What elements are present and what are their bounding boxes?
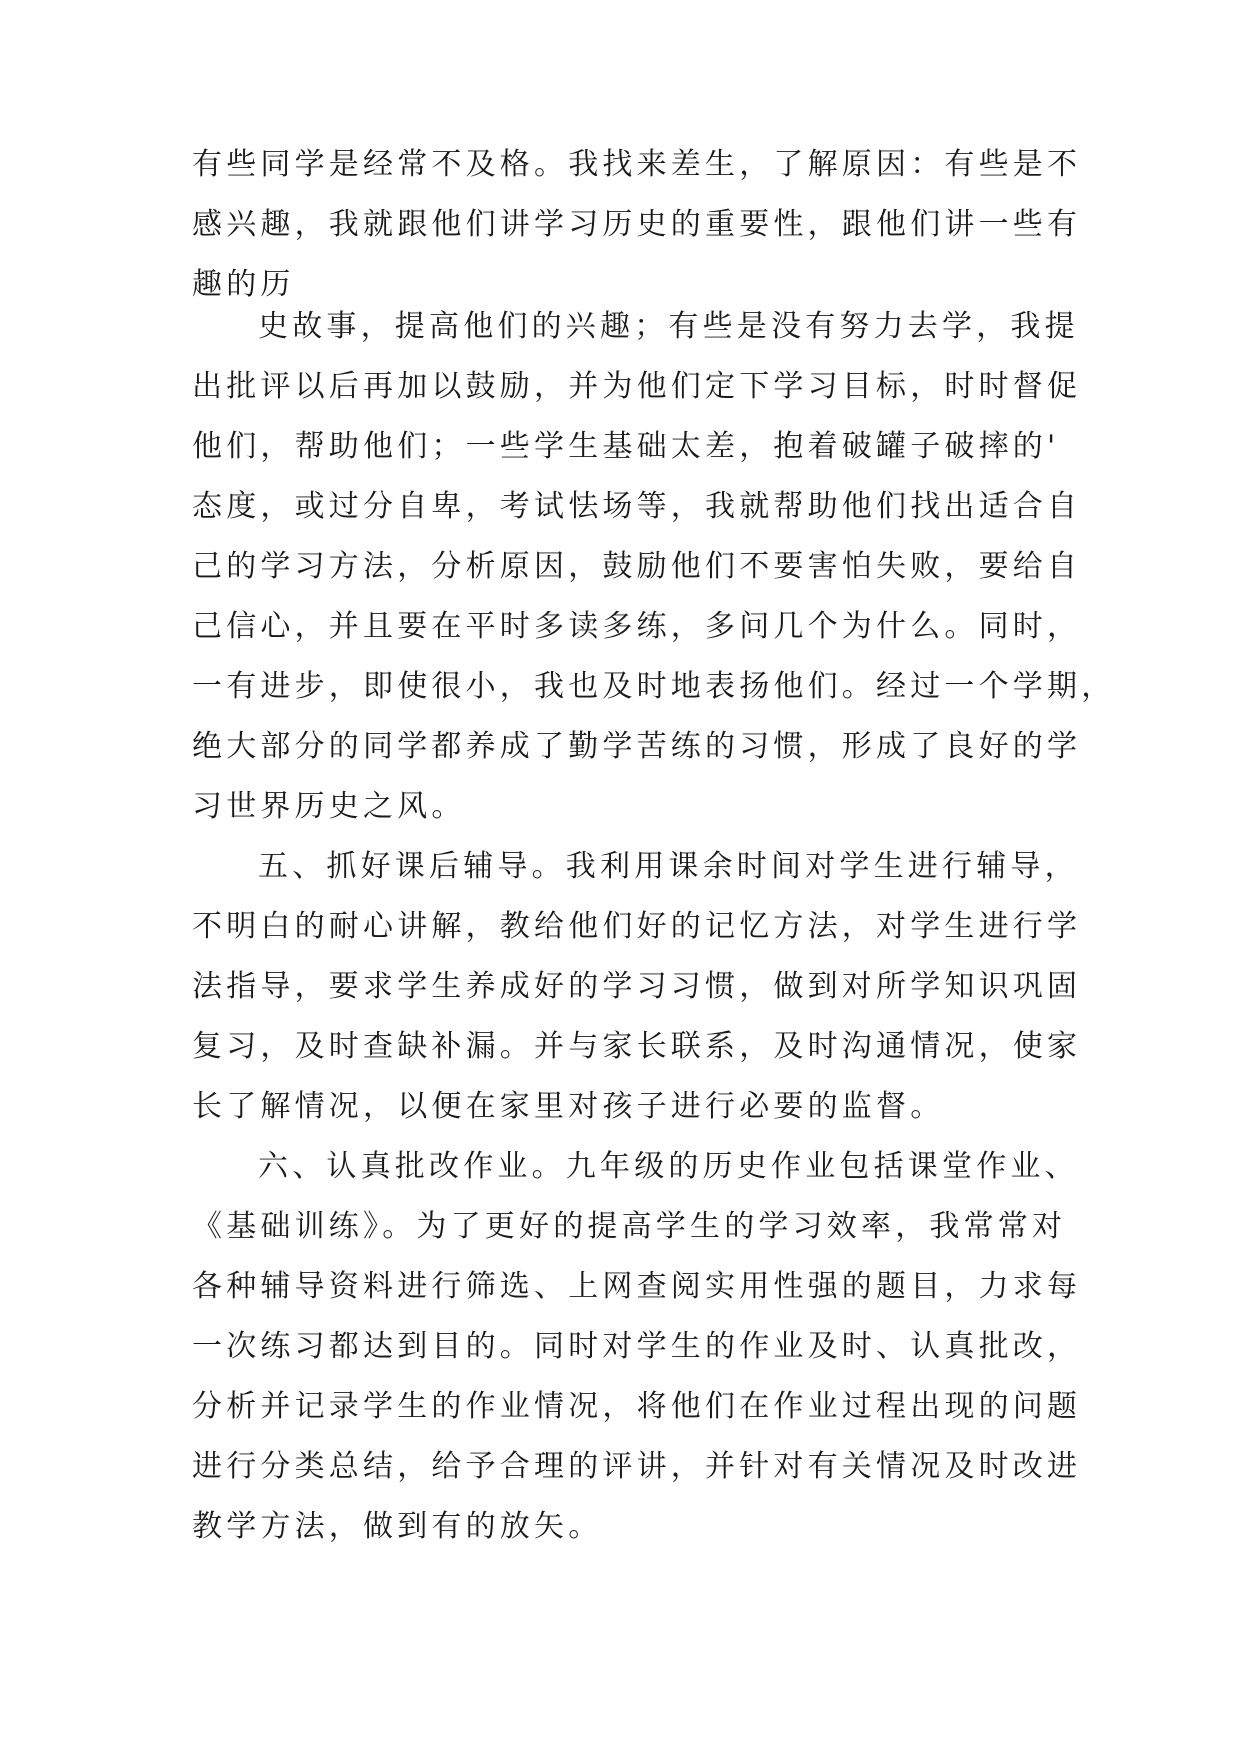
text-line: 长了解情况，以便在家里对孩子进行必要的监督。 (192, 1089, 945, 1124)
text-line: 《基础训练》。为了更好的提高学生的学习效率，我常常对 (192, 1209, 1067, 1244)
paragraph-continuation (192, 135, 1082, 315)
text-line: 态度，或过分自卑，考试怯场等，我就帮助他们找出适合自 (192, 489, 1082, 524)
text-line: 出批评以后再加以鼓励，并为他们定下学习目标，时时督促 (192, 369, 1082, 404)
text-line: 史故事，提高他们的兴趣；有些是没有努力去学，我提 (258, 309, 1079, 344)
text-line: 教学方法，做到有的放矢。 (192, 1509, 603, 1544)
text-line: 习世界历史之风。 (192, 789, 466, 824)
text-line: 己信心，并且要在平时多读多练，多问几个为什么。同时， (192, 609, 1082, 644)
text-line: 一有进步，即使很小，我也及时地表扬他们。经过一个学期， (192, 669, 1116, 704)
text-line: 趣的历 (192, 267, 295, 302)
text-line: 分析并记录学生的作业情况，将他们在作业过程出现的问题 (192, 1389, 1082, 1424)
text-line: 感兴趣，我就跟他们讲学习历史的重要性，跟他们讲一些有 (192, 207, 1082, 242)
paragraph-student-guidance (192, 297, 1116, 1557)
text-line: 己的学习方法，分析原因，鼓励他们不要害怕失败，要给自 (192, 549, 1082, 584)
text-line: 一次练习都达到目的。同时对学生的作业及时、认真批改， (192, 1329, 1082, 1364)
text-line: 绝大部分的同学都养成了勤学苦练的习惯，形成了良好的学 (192, 729, 1082, 764)
text-line: 复习，及时查缺补漏。并与家长联系，及时沟通情况，使家 (192, 1029, 1082, 1064)
text-line: 法指导，要求学生养成好的学习习惯，做到对所学知识巩固 (192, 969, 1082, 1004)
text-line: 他们，帮助他们；一些学生基础太差，抱着破罐子破摔的' (192, 429, 1060, 464)
text-line: 五、抓好课后辅导。我利用课余时间对学生进行辅导， (258, 849, 1079, 884)
text-line: 有些同学是经常不及格。我找来差生，了解原因：有些是不 (192, 147, 1082, 182)
text-line: 各种辅导资料进行筛选、上网查阅实用性强的题目，力求每 (192, 1269, 1082, 1304)
text-line: 不明白的耐心讲解，教给他们好的记忆方法，对学生进行学 (192, 909, 1082, 944)
text-line: 六、认真批改作业。九年级的历史作业包括课堂作业、 (258, 1149, 1079, 1184)
text-line: 进行分类总结，给予合理的评讲，并针对有关情况及时改进 (192, 1449, 1082, 1484)
